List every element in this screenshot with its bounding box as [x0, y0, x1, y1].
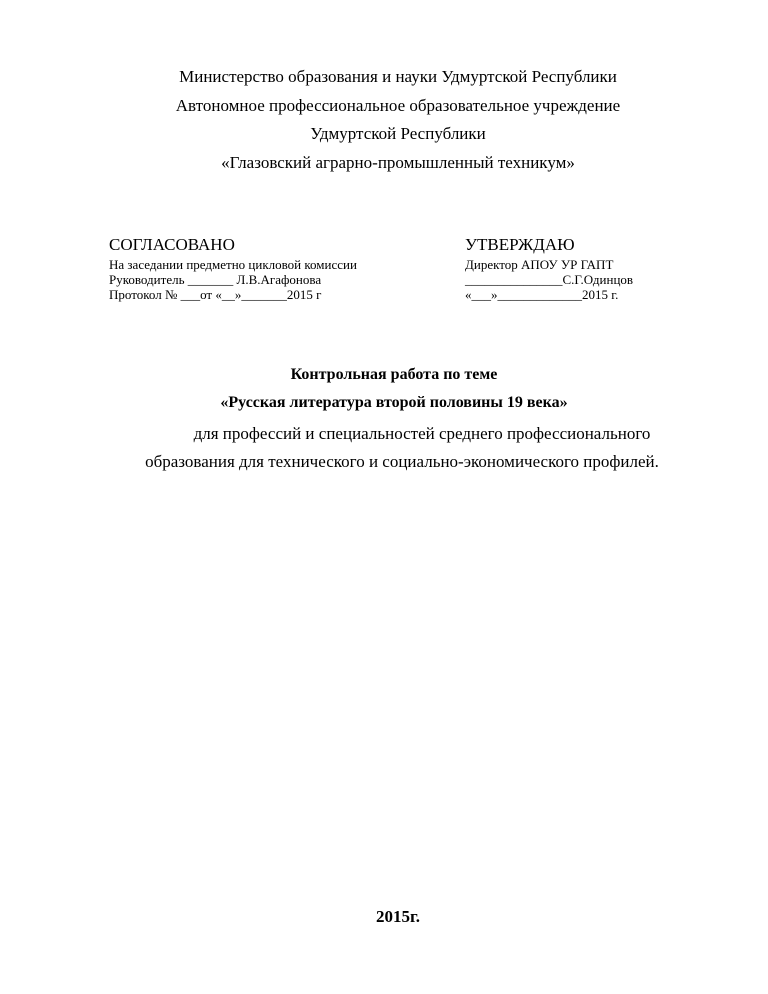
agreed-committee: На заседании предметно цикловой комиссии: [109, 257, 357, 272]
agreed-protocol: Протокол № ___от «__»_______2015 г: [109, 287, 322, 302]
institution-type: Автономное профессиональное образовательное учреждение: [175, 96, 621, 115]
ministry-name: Министерство образования и науки Удмуртской Республики: [179, 67, 617, 86]
approved-date: «___»_____________2015 г.: [465, 287, 619, 302]
document-audience-line1: для профессий и специальностей среднего профессионального: [193, 424, 651, 443]
agreed-block: [109, 235, 357, 302]
institution-region: Удмуртской Республики: [310, 124, 486, 143]
institution-name: «Глазовский аграрно-промышленный техникум»: [221, 153, 575, 172]
document-title: Контрольная работа по теме: [290, 366, 498, 383]
approved-heading: УТВЕРЖДАЮ: [465, 235, 575, 254]
agreed-head: Руководитель _______ Л.В.Агафонова: [109, 272, 322, 287]
approved-director: Директор АПОУ УР ГАПТ: [465, 257, 614, 272]
document-audience-line2: образования для технического и социально-экономического профилей.: [145, 452, 659, 471]
approved-signature: _______________С.Г.Одинцов: [465, 272, 634, 287]
agreed-heading: СОГЛАСОВАНО: [109, 235, 235, 254]
document-topic: «Русская литература второй половины 19 века»: [220, 394, 568, 411]
approved-block: [465, 235, 633, 302]
document-year: 2015г.: [375, 907, 421, 926]
